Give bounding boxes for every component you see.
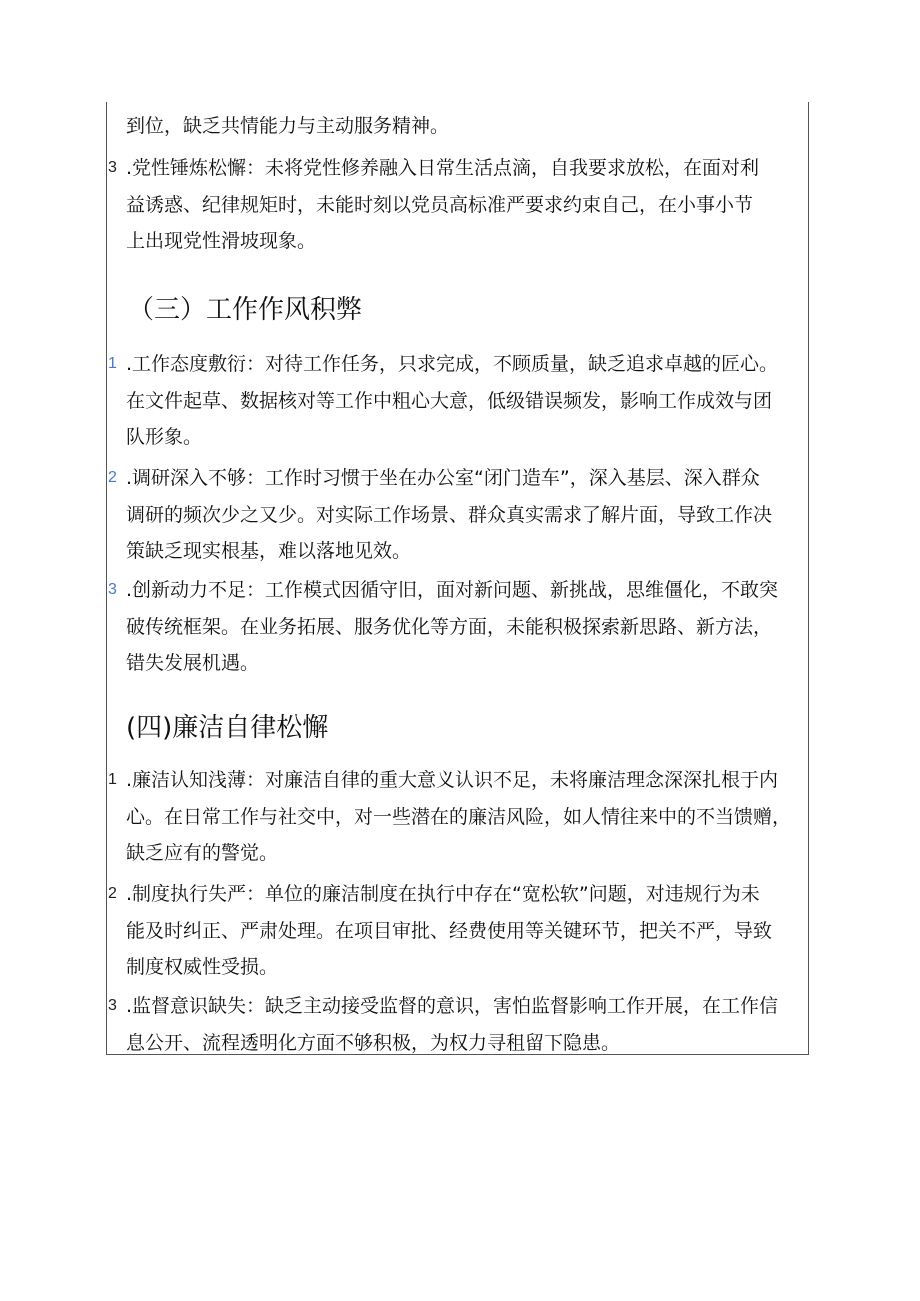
text-line: 破传统框架。在业务拓展、服务优化等方面，未能积极探索新思路、新方法， bbox=[126, 615, 773, 638]
list-item bbox=[108, 460, 806, 570]
list-item bbox=[108, 572, 806, 682]
text-line: 息公开、流程透明化方面不够积极，为权力寻租留下隐患。 bbox=[126, 1031, 621, 1054]
text-line: 到位，缺乏共情能力与主动服务精神。 bbox=[126, 115, 450, 137]
item-number: 3 bbox=[108, 581, 117, 598]
text-line: 缺乏应有的警觉。 bbox=[126, 842, 279, 864]
text-line: 心。在日常工作与社交中，对一些潜在的廉洁风险，如人情往来中的不当馈赠， bbox=[126, 805, 792, 828]
item-number: 1 bbox=[108, 771, 117, 788]
text-line: .工作态度敷衍：对待工作任务，只求完成，不顾质量，缺乏追求卓越的匠心。 bbox=[126, 353, 779, 375]
text-line: .创新动力不足：工作模式因循守旧，面对新问题、新挑战，思维僵化，不敢突 bbox=[126, 579, 779, 601]
item-number: 2 bbox=[108, 885, 117, 902]
item-number: 3 bbox=[108, 997, 117, 1014]
list-item bbox=[108, 988, 806, 1061]
item-number: 3 bbox=[108, 159, 117, 176]
text-line: 在文件起草、数据核对等工作中粗心大意，低级错误频发，影响工作成效与团 bbox=[126, 389, 773, 412]
section-heading: (四)廉洁自律松懈 bbox=[126, 713, 329, 743]
list-item bbox=[108, 876, 806, 986]
text-line: 能及时纠正、严肃处理。在项目审批、经费使用等关键环节，把关不严，导致 bbox=[126, 919, 773, 942]
text-line: 策缺乏现实根基，难以落地见效。 bbox=[126, 540, 412, 562]
text-line: .调研深入不够：工作时习惯于坐在办公室“闭门造车”，深入基层、深入群众 bbox=[126, 467, 760, 489]
text-line: .党性锤炼松懈：未将党性修养融入日常生活点滴，自我要求放松，在面对利 bbox=[126, 157, 760, 179]
text-line: 队形象。 bbox=[126, 426, 203, 448]
list-item bbox=[108, 346, 806, 456]
text-line: .廉洁认知浅薄：对廉洁自律的重大意义认识不足，未将廉洁理念深深扎根于内 bbox=[126, 769, 779, 791]
section-heading: （三）工作作风积弊 bbox=[128, 295, 363, 325]
text-line: 错失发展机遇。 bbox=[126, 652, 260, 674]
text-line: .制度执行失严：单位的廉洁制度在执行中存在“宽松软”问题，对违规行为未 bbox=[126, 883, 760, 905]
paragraph-tail bbox=[126, 108, 806, 145]
text-line: 上出现党性滑坡现象。 bbox=[126, 230, 317, 252]
text-line: 制度权威性受损。 bbox=[126, 956, 279, 978]
list-item bbox=[108, 150, 806, 260]
item-number: 2 bbox=[108, 469, 117, 486]
list-item bbox=[108, 762, 806, 872]
item-number: 1 bbox=[108, 355, 117, 372]
text-line: .监督意识缺失：缺乏主动接受监督的意识，害怕监督影响工作开展，在工作信 bbox=[126, 995, 779, 1017]
text-line: 调研的频次少之又少。对实际工作场景、群众真实需求了解片面，导致工作决 bbox=[126, 503, 773, 526]
text-line: 益诱惑、纪律规矩时，未能时刻以党员高标准严要求约束自己，在小事小节 bbox=[126, 193, 754, 216]
